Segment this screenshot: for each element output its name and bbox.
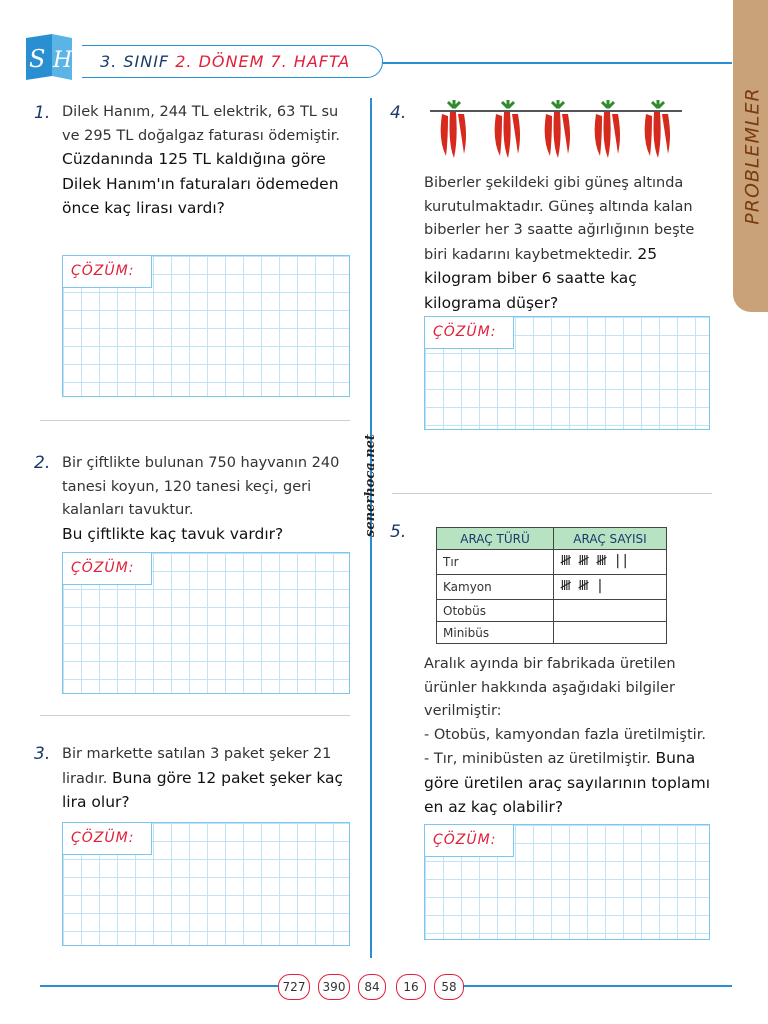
page-title	[100, 52, 350, 71]
footer-line-left	[40, 985, 278, 987]
problem-5-number: 5.	[390, 522, 407, 542]
table-cell: Kamyon	[437, 575, 554, 600]
solution-grid-1[interactable]	[62, 255, 350, 397]
footer-number: 58	[434, 974, 464, 1000]
table-row	[437, 550, 667, 575]
solution-grid-3[interactable]	[62, 822, 350, 946]
problem-2-text: Bir çiftlikte bulunan 750 hayvanın 240 tanesi koyun, 120 tanesi keçi, geri kalanları tavuktur.	[62, 455, 340, 518]
table-header: ARAÇ SAYISI	[554, 528, 667, 550]
problem-4-question: 25 kilogram biber 6 saatte kaç kilograma düşer?	[424, 244, 658, 312]
problem-1-number: 1.	[34, 103, 51, 123]
tally-cell: 𝍸 𝍸 𝍸 ||	[554, 550, 667, 575]
problem-1-text: Dilek Hanım, 244 TL elektrik, 63 TL su ve 295 TL doğalgaz faturası ödemiştir.	[62, 104, 341, 144]
period-label: 2. DÖNEM 7. HAFTA	[175, 52, 351, 71]
solution-label: ÇÖZÜM:	[62, 822, 152, 855]
problem-1-question: Cüzdanında 125 TL kaldığına göre Dilek Hanım'ın faturaları ödemeden önce kaç lirası vardı?	[62, 150, 339, 217]
table-row	[437, 575, 667, 600]
tally-cell: 𝍸 𝍸 |	[554, 575, 667, 600]
vehicle-table	[436, 527, 667, 644]
table-row	[437, 622, 667, 644]
table-header-row	[437, 528, 667, 550]
problem-2	[62, 452, 342, 547]
pepper-icon	[538, 100, 578, 160]
problem-3-number: 3.	[34, 744, 51, 764]
footer-number: 727	[278, 974, 310, 1000]
footer-number: 16	[396, 974, 426, 1000]
problem-3-question: Buna göre 12 paket şeker kaç lira olur?	[62, 768, 344, 811]
solution-label: ÇÖZÜM:	[424, 824, 514, 857]
pepper-icon	[638, 100, 678, 160]
row-divider	[40, 715, 350, 716]
footer-number: 390	[318, 974, 350, 1000]
pepper-icon	[434, 100, 474, 160]
solution-label: ÇÖZÜM:	[424, 316, 514, 349]
side-tab-label: PROBLEMLER	[742, 87, 764, 225]
pepper-icon	[488, 100, 528, 160]
row-divider	[40, 420, 350, 421]
table-cell: Tır	[437, 550, 554, 575]
tally-cell	[554, 600, 667, 622]
problem-5	[424, 653, 724, 821]
grade-label: 3. SINIF	[100, 52, 170, 71]
svg-text:H: H	[53, 48, 73, 73]
problem-5-bullet-2: - Tır, minibüsten az üretilmiştir.	[424, 751, 651, 767]
table-cell: Otobüs	[437, 600, 554, 622]
tally-cell	[554, 622, 667, 644]
pepper-icon	[588, 100, 628, 160]
table-header: ARAÇ TÜRÜ	[437, 528, 554, 550]
problem-4	[424, 172, 710, 316]
problem-3-text: Bir markette satılan 3 paket şeker 21 liradır.	[62, 746, 332, 787]
svg-text:S: S	[29, 45, 46, 73]
table-cell: Minibüs	[437, 622, 554, 644]
watermark: senerhoca.net	[362, 433, 378, 537]
problem-1	[62, 101, 350, 222]
problem-5-bullet-1: - Otobüs, kamyondan fazla üretilmiştir.	[424, 726, 706, 743]
problem-5-text: Aralık ayında bir fabrikada üretilen ürünler hakkında aşağıdaki bilgiler verilmiştir:	[424, 656, 676, 719]
problem-4-number: 4.	[390, 103, 407, 123]
solution-grid-2[interactable]	[62, 552, 350, 694]
header-divider	[382, 62, 732, 64]
problem-3	[62, 743, 352, 816]
table-row	[437, 600, 667, 622]
footer-number: 84	[358, 974, 386, 1000]
problem-4-text: Biberler şekildeki gibi güneş altında kurutulmaktadır. Güneş altında kalan biberler her 3 saatte ağırlığının beşte biri kadarını kaybetmektedir.	[424, 175, 695, 263]
solution-label: ÇÖZÜM:	[62, 552, 152, 585]
solution-grid-4[interactable]	[424, 316, 710, 430]
solution-grid-5[interactable]	[424, 824, 710, 940]
problem-5-question: Buna göre üretilen araç sayılarının toplamı en az kaç olabilir?	[424, 749, 711, 816]
footer-line-right	[462, 985, 732, 987]
problem-2-question: Bu çiftlikte kaç tavuk vardır?	[62, 524, 284, 543]
problem-2-number: 2.	[34, 453, 51, 473]
solution-label: ÇÖZÜM:	[62, 255, 152, 288]
logo-icon	[22, 34, 74, 80]
row-divider	[392, 493, 712, 494]
